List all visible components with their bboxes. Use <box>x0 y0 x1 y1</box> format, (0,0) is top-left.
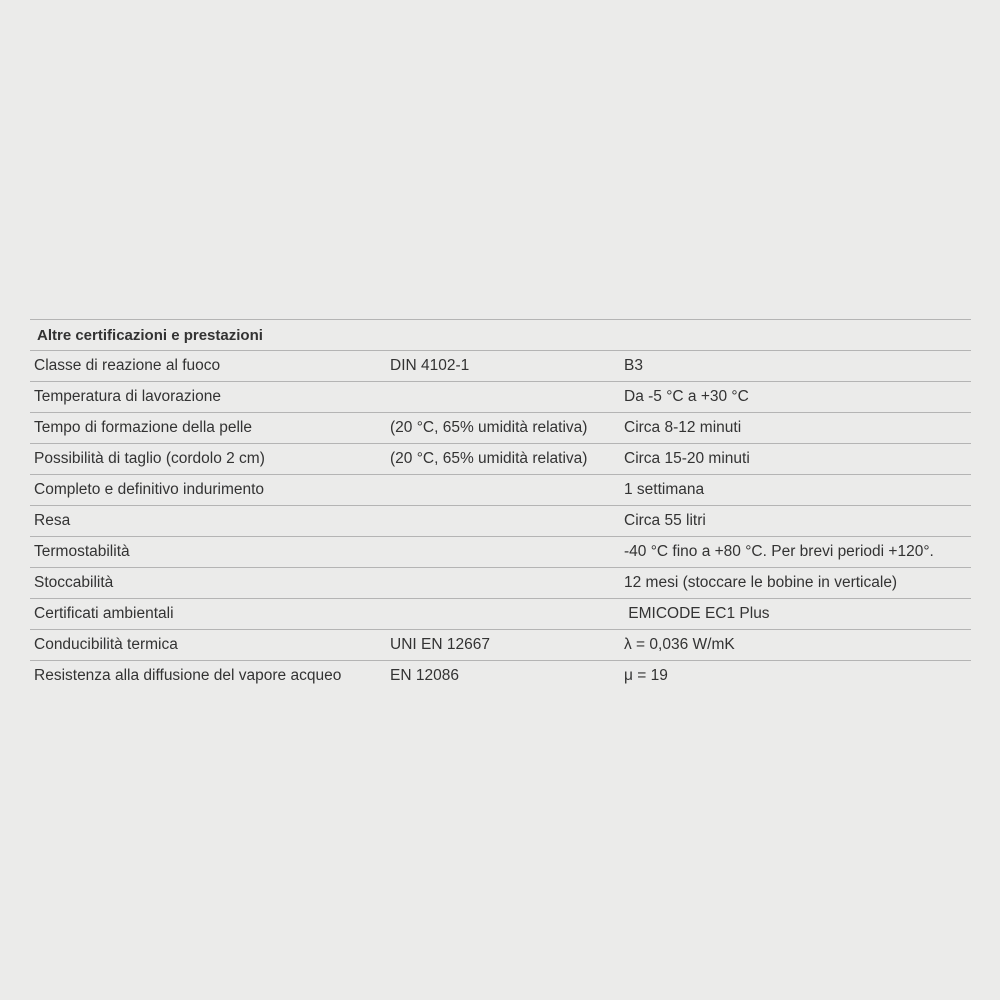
row-value: EMICODE EC1 Plus <box>624 605 770 622</box>
row-standard: (20 °C, 65% umidità relativa) <box>390 450 588 467</box>
table-row <box>30 413 971 444</box>
row-property: Termostabilità <box>34 543 130 560</box>
row-property: Completo e definitivo indurimento <box>34 481 265 498</box>
table-row <box>30 351 971 382</box>
table-row <box>30 630 971 661</box>
row-standard: DIN 4102-1 <box>390 357 470 374</box>
row-property: Classe di reazione al fuoco <box>34 357 221 374</box>
row-property: Temperatura di lavorazione <box>34 388 221 405</box>
row-property: Possibilità di taglio (cordolo 2 cm) <box>34 450 265 467</box>
table-row <box>30 537 971 568</box>
table-row <box>30 568 971 599</box>
table-row <box>30 506 971 537</box>
row-standard: EN 12086 <box>390 667 459 684</box>
row-value: 12 mesi (stoccare le bobine in verticale) <box>624 574 898 591</box>
row-property: Resistenza alla diffusione del vapore acqueo <box>34 667 342 684</box>
row-property: Stoccabilità <box>34 574 114 591</box>
row-value: Da -5 °C a +30 °C <box>624 388 749 405</box>
table-title: Altre certificazioni e prestazioni <box>30 320 971 351</box>
row-property: Certificati ambientali <box>34 605 174 622</box>
table-row <box>30 475 971 506</box>
row-value: Circa 15-20 minuti <box>624 450 750 467</box>
row-value: B3 <box>624 357 643 374</box>
table-row <box>30 382 971 413</box>
row-value: Circa 55 litri <box>624 512 706 529</box>
table-row <box>30 599 971 630</box>
spec-table <box>30 319 971 692</box>
row-value: -40 °C fino a +80 °C. Per brevi periodi +120°. <box>624 543 934 560</box>
row-property: Tempo di formazione della pelle <box>34 419 252 436</box>
table-row <box>30 444 971 475</box>
table-row <box>30 661 971 692</box>
row-property: Resa <box>34 512 71 529</box>
row-standard: (20 °C, 65% umidità relativa) <box>390 419 588 436</box>
row-value: Circa 8-12 minuti <box>624 419 742 436</box>
row-standard: UNI EN 12667 <box>390 636 490 653</box>
row-property: Conducibilità termica <box>34 636 178 653</box>
row-value: μ = 19 <box>624 667 668 684</box>
row-value: λ = 0,036 W/mK <box>624 636 735 653</box>
row-value: 1 settimana <box>624 481 705 498</box>
